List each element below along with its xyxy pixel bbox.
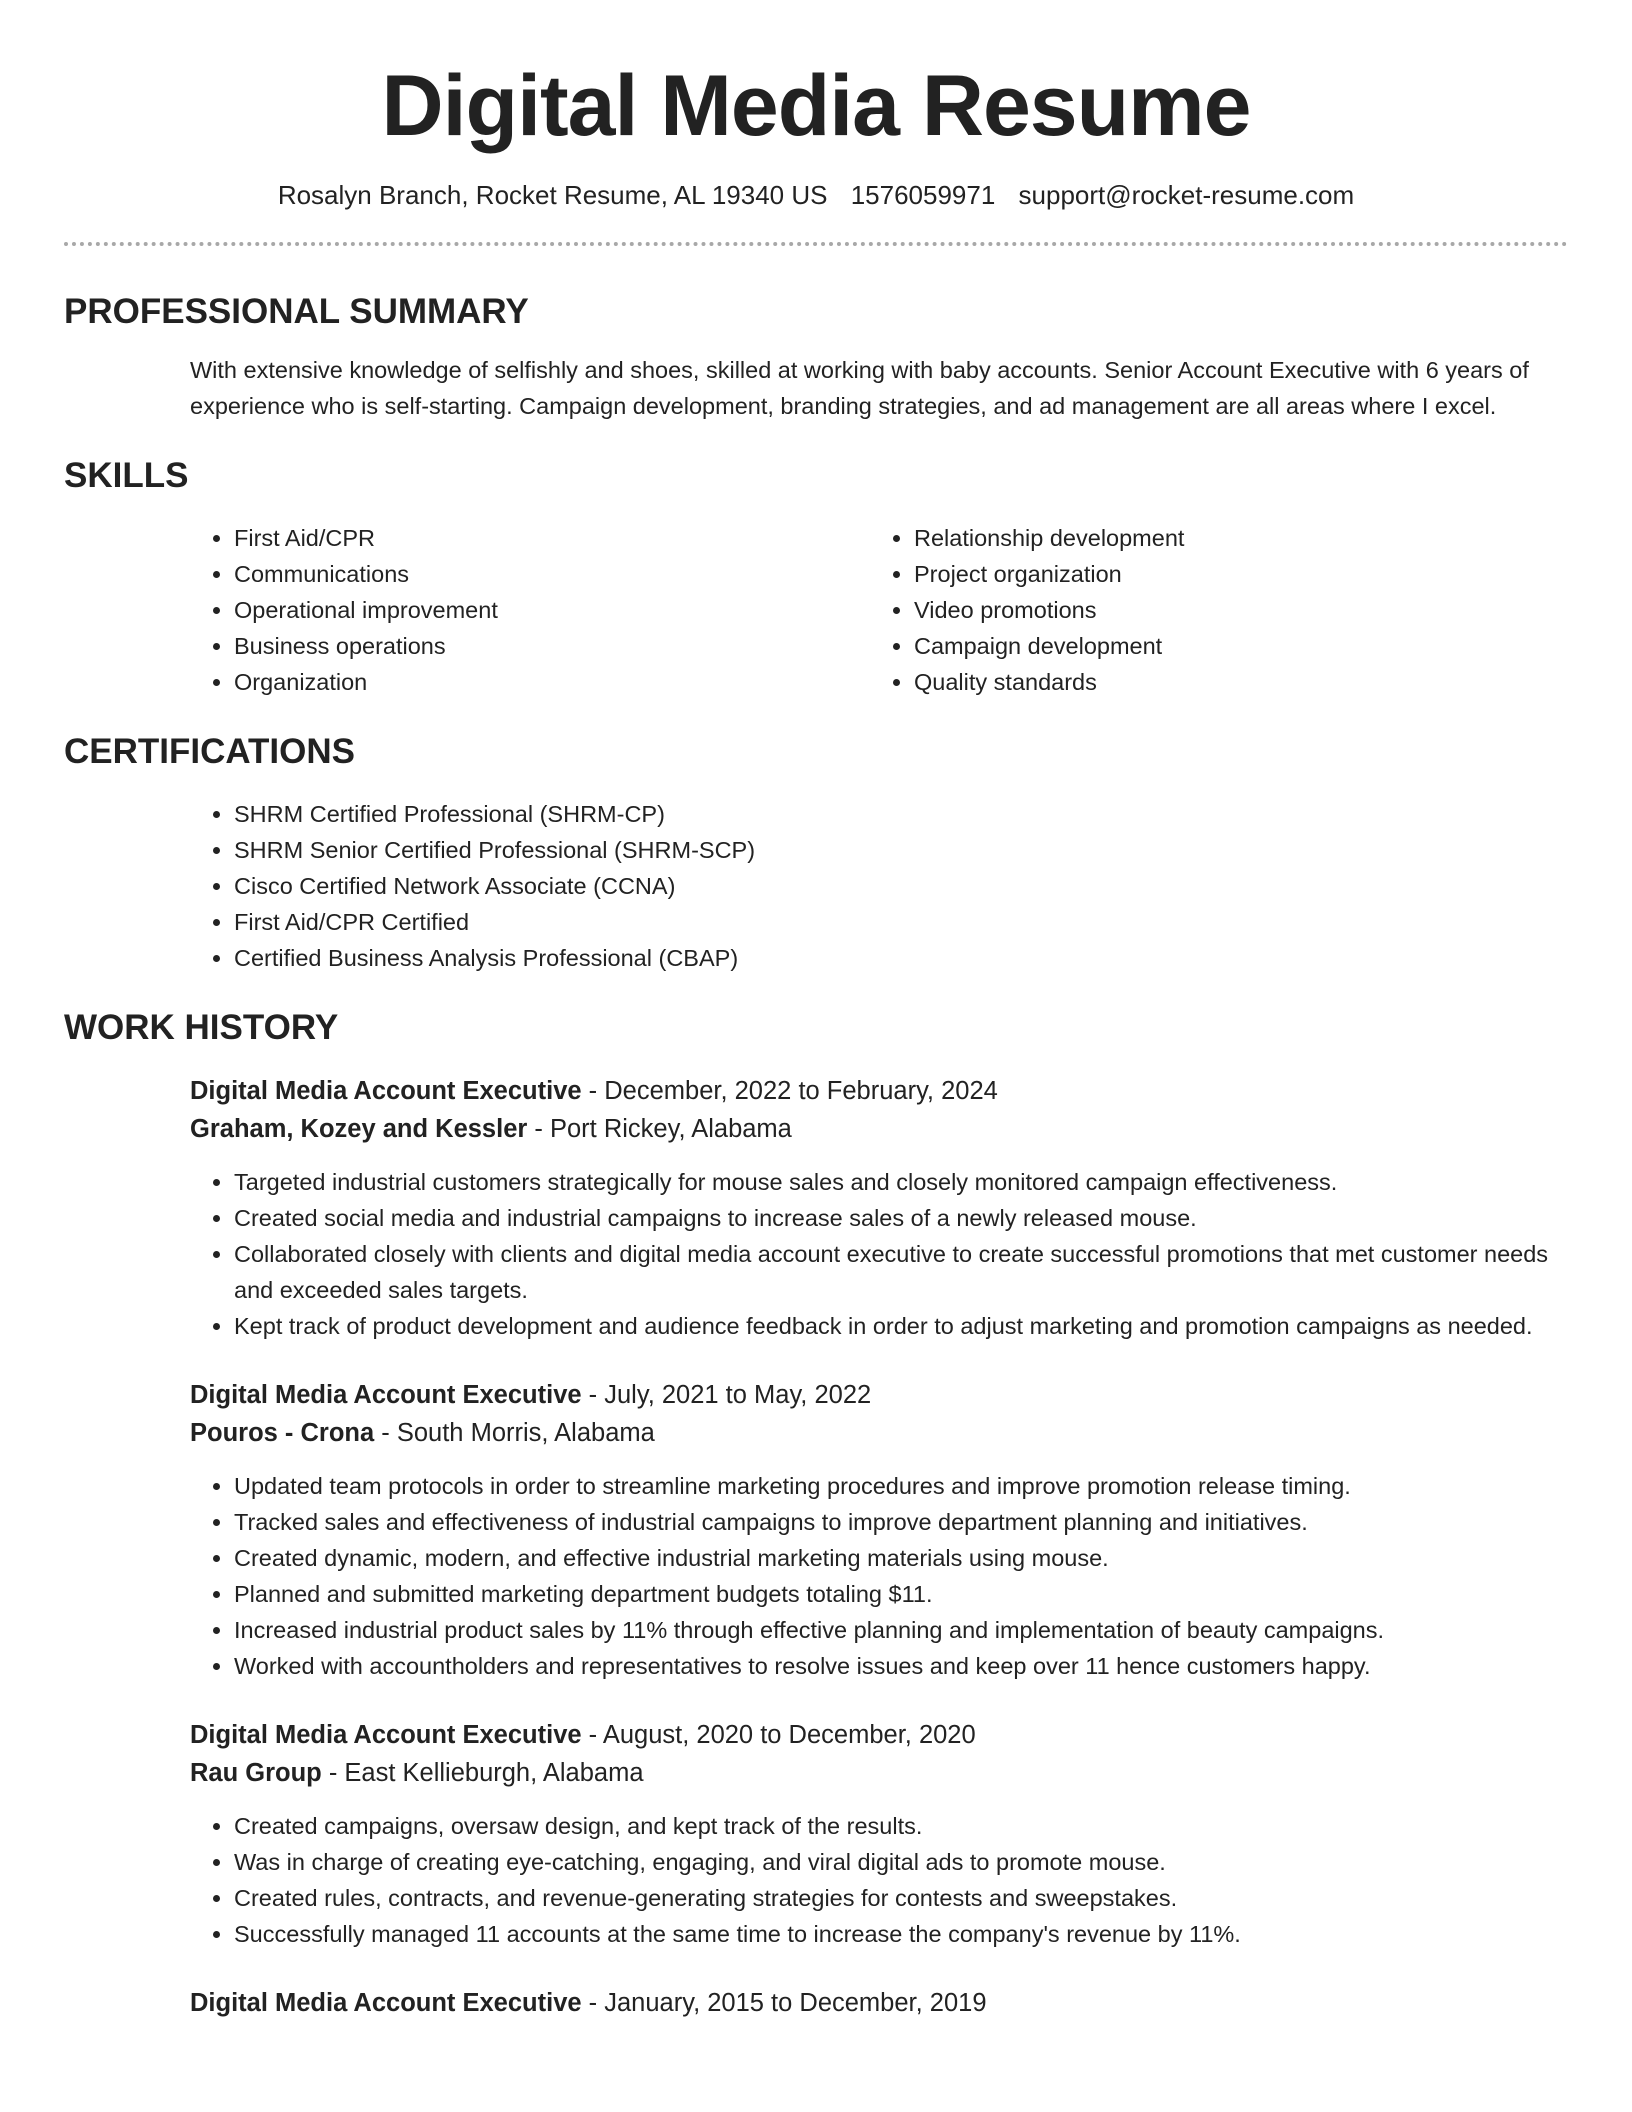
job-entry bbox=[190, 1716, 1568, 1952]
certification-item: • Certified Business Analysis Professional (CBAP) bbox=[234, 940, 1568, 976]
job-location: - Port Rickey, Alabama bbox=[527, 1115, 792, 1143]
job-company: Rau Group bbox=[190, 1759, 322, 1787]
job-bullet: • Created social media and industrial campaigns to increase sales of a newly released mouse. bbox=[234, 1200, 1568, 1236]
job-role-line bbox=[190, 1376, 1568, 1414]
skill-item: • Business operations bbox=[234, 628, 870, 664]
job-company: Graham, Kozey and Kessler bbox=[190, 1115, 528, 1143]
job-location: - East Kellieburgh, Alabama bbox=[321, 1759, 644, 1787]
skill-item: • Quality standards bbox=[914, 664, 1550, 700]
certification-item: • SHRM Certified Professional (SHRM-CP) bbox=[234, 796, 1568, 832]
job-bullet: • Updated team protocols in order to streamline marketing procedures and improve promotion release timing. bbox=[234, 1468, 1568, 1504]
job-company: Pouros - Crona bbox=[190, 1419, 375, 1447]
job-company-line bbox=[190, 1754, 1568, 1792]
work-history-heading: WORK HISTORY bbox=[64, 1008, 339, 1047]
certification-item: • Cisco Certified Network Associate (CCNA) bbox=[234, 868, 1568, 904]
job-bullet: • Worked with accountholders and representatives to resolve issues and keep over 11 hence customers happy. bbox=[234, 1648, 1568, 1684]
job-dates: - July, 2021 to May, 2022 bbox=[581, 1381, 872, 1409]
contact-email: support@rocket-resume.com bbox=[1018, 180, 1355, 210]
job-bullet: • Created rules, contracts, and revenue-generating strategies for contests and sweepstakes. bbox=[234, 1880, 1568, 1916]
job-bullet: • Was in charge of creating eye-catching, engaging, and viral digital ads to promote mouse. bbox=[234, 1844, 1568, 1880]
job-bullet: • Planned and submitted marketing department budgets totaling $11. bbox=[234, 1576, 1568, 1612]
job-entry bbox=[190, 1072, 1568, 1344]
header-divider bbox=[64, 242, 1568, 246]
certifications-list bbox=[190, 796, 1568, 976]
job-role: Digital Media Account Executive bbox=[190, 1989, 582, 2017]
job-dates: - December, 2022 to February, 2024 bbox=[581, 1077, 998, 1105]
job-bullets bbox=[190, 1468, 1568, 1684]
skill-item: • Operational improvement bbox=[234, 592, 870, 628]
job-bullet: • Kept track of product development and audience feedback in order to adjust marketing and promotion campaigns as needed. bbox=[234, 1308, 1568, 1344]
skill-item: • Video promotions bbox=[914, 592, 1550, 628]
job-role-line bbox=[190, 1716, 1568, 1754]
skills-column-left bbox=[190, 520, 870, 700]
job-bullet: • Created campaigns, oversaw design, and kept track of the results. bbox=[234, 1808, 1568, 1844]
page-title: Digital Media Resume bbox=[381, 58, 1251, 154]
contact-line bbox=[64, 178, 1568, 212]
job-dates: - January, 2015 to December, 2019 bbox=[581, 1989, 987, 2017]
skill-item: • Relationship development bbox=[914, 520, 1550, 556]
job-role: Digital Media Account Executive bbox=[190, 1077, 582, 1105]
certifications-heading: CERTIFICATIONS bbox=[64, 732, 356, 771]
certification-item: • SHRM Senior Certified Professional (SHRM-SCP) bbox=[234, 832, 1568, 868]
summary-text: With extensive knowledge of selfishly and shoes, skilled at working with baby accounts. Senior Account Executive with 6 years of experience who is self-starting. Campaign development, branding strategies, and ad management are all areas where I excel. bbox=[190, 357, 1529, 419]
certification-item: • First Aid/CPR Certified bbox=[234, 904, 1568, 940]
skills-column-right bbox=[870, 520, 1550, 700]
job-dates: - August, 2020 to December, 2020 bbox=[581, 1721, 976, 1749]
job-entry bbox=[190, 1376, 1568, 1684]
contact-address: Rosalyn Branch, Rocket Resume, AL 19340 US bbox=[277, 180, 828, 210]
job-company-line bbox=[190, 1110, 1568, 1148]
skill-item: • Campaign development bbox=[914, 628, 1550, 664]
job-bullet: • Created dynamic, modern, and effective industrial marketing materials using mouse. bbox=[234, 1540, 1568, 1576]
skill-item: • Organization bbox=[234, 664, 870, 700]
job-role: Digital Media Account Executive bbox=[190, 1381, 582, 1409]
job-bullet: • Tracked sales and effectiveness of industrial campaigns to improve department planning and initiatives. bbox=[234, 1504, 1568, 1540]
job-role: Digital Media Account Executive bbox=[190, 1721, 582, 1749]
job-role-line bbox=[190, 1984, 1568, 2022]
skill-item: • First Aid/CPR bbox=[234, 520, 870, 556]
job-bullet: • Successfully managed 11 accounts at the same time to increase the company's revenue by 11%. bbox=[234, 1916, 1568, 1952]
job-bullet: • Collaborated closely with clients and digital media account executive to create successful promotions that met customer needs and exceeded sales targets. bbox=[234, 1236, 1568, 1308]
job-bullets bbox=[190, 1164, 1568, 1344]
job-bullet: • Targeted industrial customers strategically for mouse sales and closely monitored campaign effectiveness. bbox=[234, 1164, 1568, 1200]
contact-phone: 1576059971 bbox=[850, 180, 996, 210]
job-bullet: • Increased industrial product sales by 11% through effective planning and implementation of beauty campaigns. bbox=[234, 1612, 1568, 1648]
skill-item: • Communications bbox=[234, 556, 870, 592]
job-bullets bbox=[190, 1808, 1568, 1952]
job-role-line bbox=[190, 1072, 1568, 1110]
resume-page bbox=[64, 0, 1568, 2022]
job-location: - South Morris, Alabama bbox=[374, 1419, 655, 1447]
job-entry bbox=[190, 1984, 1568, 2022]
skills-list bbox=[190, 520, 1568, 700]
skill-item: • Project organization bbox=[914, 556, 1550, 592]
skills-heading: SKILLS bbox=[64, 456, 189, 495]
summary-heading: PROFESSIONAL SUMMARY bbox=[64, 292, 529, 331]
job-company-line bbox=[190, 1414, 1568, 1452]
